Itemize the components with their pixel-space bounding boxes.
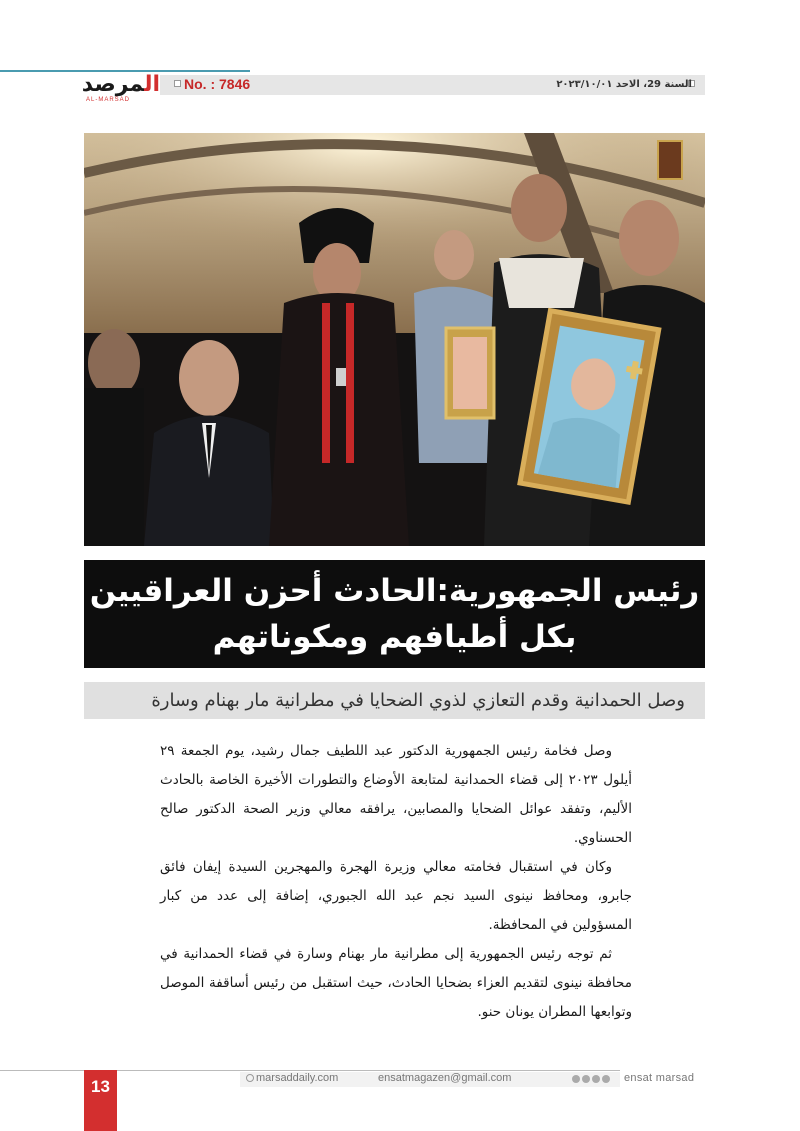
issue-date: السنة 29، الاحد ٢٠٢٣/١٠/٠١ [556,79,692,90]
square-icon [174,80,181,87]
logo-wordmark: المرصد [81,72,160,97]
instagram-icon[interactable] [592,1075,600,1083]
issue-number: No. : 7846 [174,76,250,92]
social-icons [572,1075,610,1083]
article-photo [84,133,705,546]
photo-illustration [84,133,705,546]
logo [81,72,160,104]
facebook-icon[interactable] [572,1075,580,1083]
subheadline-box [84,682,705,719]
subheadline: وصل الحمدانية وقدم التعازي لذوي الضحايا في مطرانية مار بهنام وسارة [151,690,685,711]
footer-handle: ensat marsad [624,1072,695,1084]
headline-line1: رئيس الجمهورية:الحادث أحزن العراقيين [89,573,700,609]
logo-subtitle: AL-MARSAD [86,97,131,103]
globe-icon [246,1074,254,1082]
paragraph: ثم توجه رئيس الجمهورية إلى مطرانية مار بهنام وسارة في قضاء الحمدانية في محافظة نينوى لتقديم العزاء بضحايا الحادث، حيث استقبل من رئيس أساقفة الموصل وتوابعها المطران يونان حنو. [160,946,632,1020]
headline [90,568,700,660]
twitter-icon[interactable] [582,1075,590,1083]
headline-line2: بكل أطيافهم ومكوناتهم [212,619,577,655]
footer-email[interactable]: ensatmagazen@gmail.com [378,1072,512,1084]
headline-box [84,560,705,668]
paragraph: وكان في استقبال فخامته معالي وزيرة الهجرة والمهجرين السيدة إيفان فائق جابرو، ومحافظ نينوى السيد نجم عبد الله الجبوري، إضافة إلى عدد من كبار المسؤولين في المحافظة. [160,859,632,933]
article-body [160,737,632,1027]
footer-website[interactable]: marsaddaily.com [246,1072,338,1084]
page-number: 13 [84,1070,117,1131]
paragraph: وصل فخامة رئيس الجمهورية الدكتور عبد اللطيف جمال رشيد، يوم الجمعة ٢٩ أيلول ٢٠٢٣ إلى قضاء الحمدانية لمتابعة الأوضاع والتطورات الأخيرة الخاصة بالحادث الأليم، وتفقد عوائل الضحايا والمصابين، يرافقه معالي وزير الصحة الدكتور صالح الحسناوي. [160,743,632,846]
youtube-icon[interactable] [602,1075,610,1083]
